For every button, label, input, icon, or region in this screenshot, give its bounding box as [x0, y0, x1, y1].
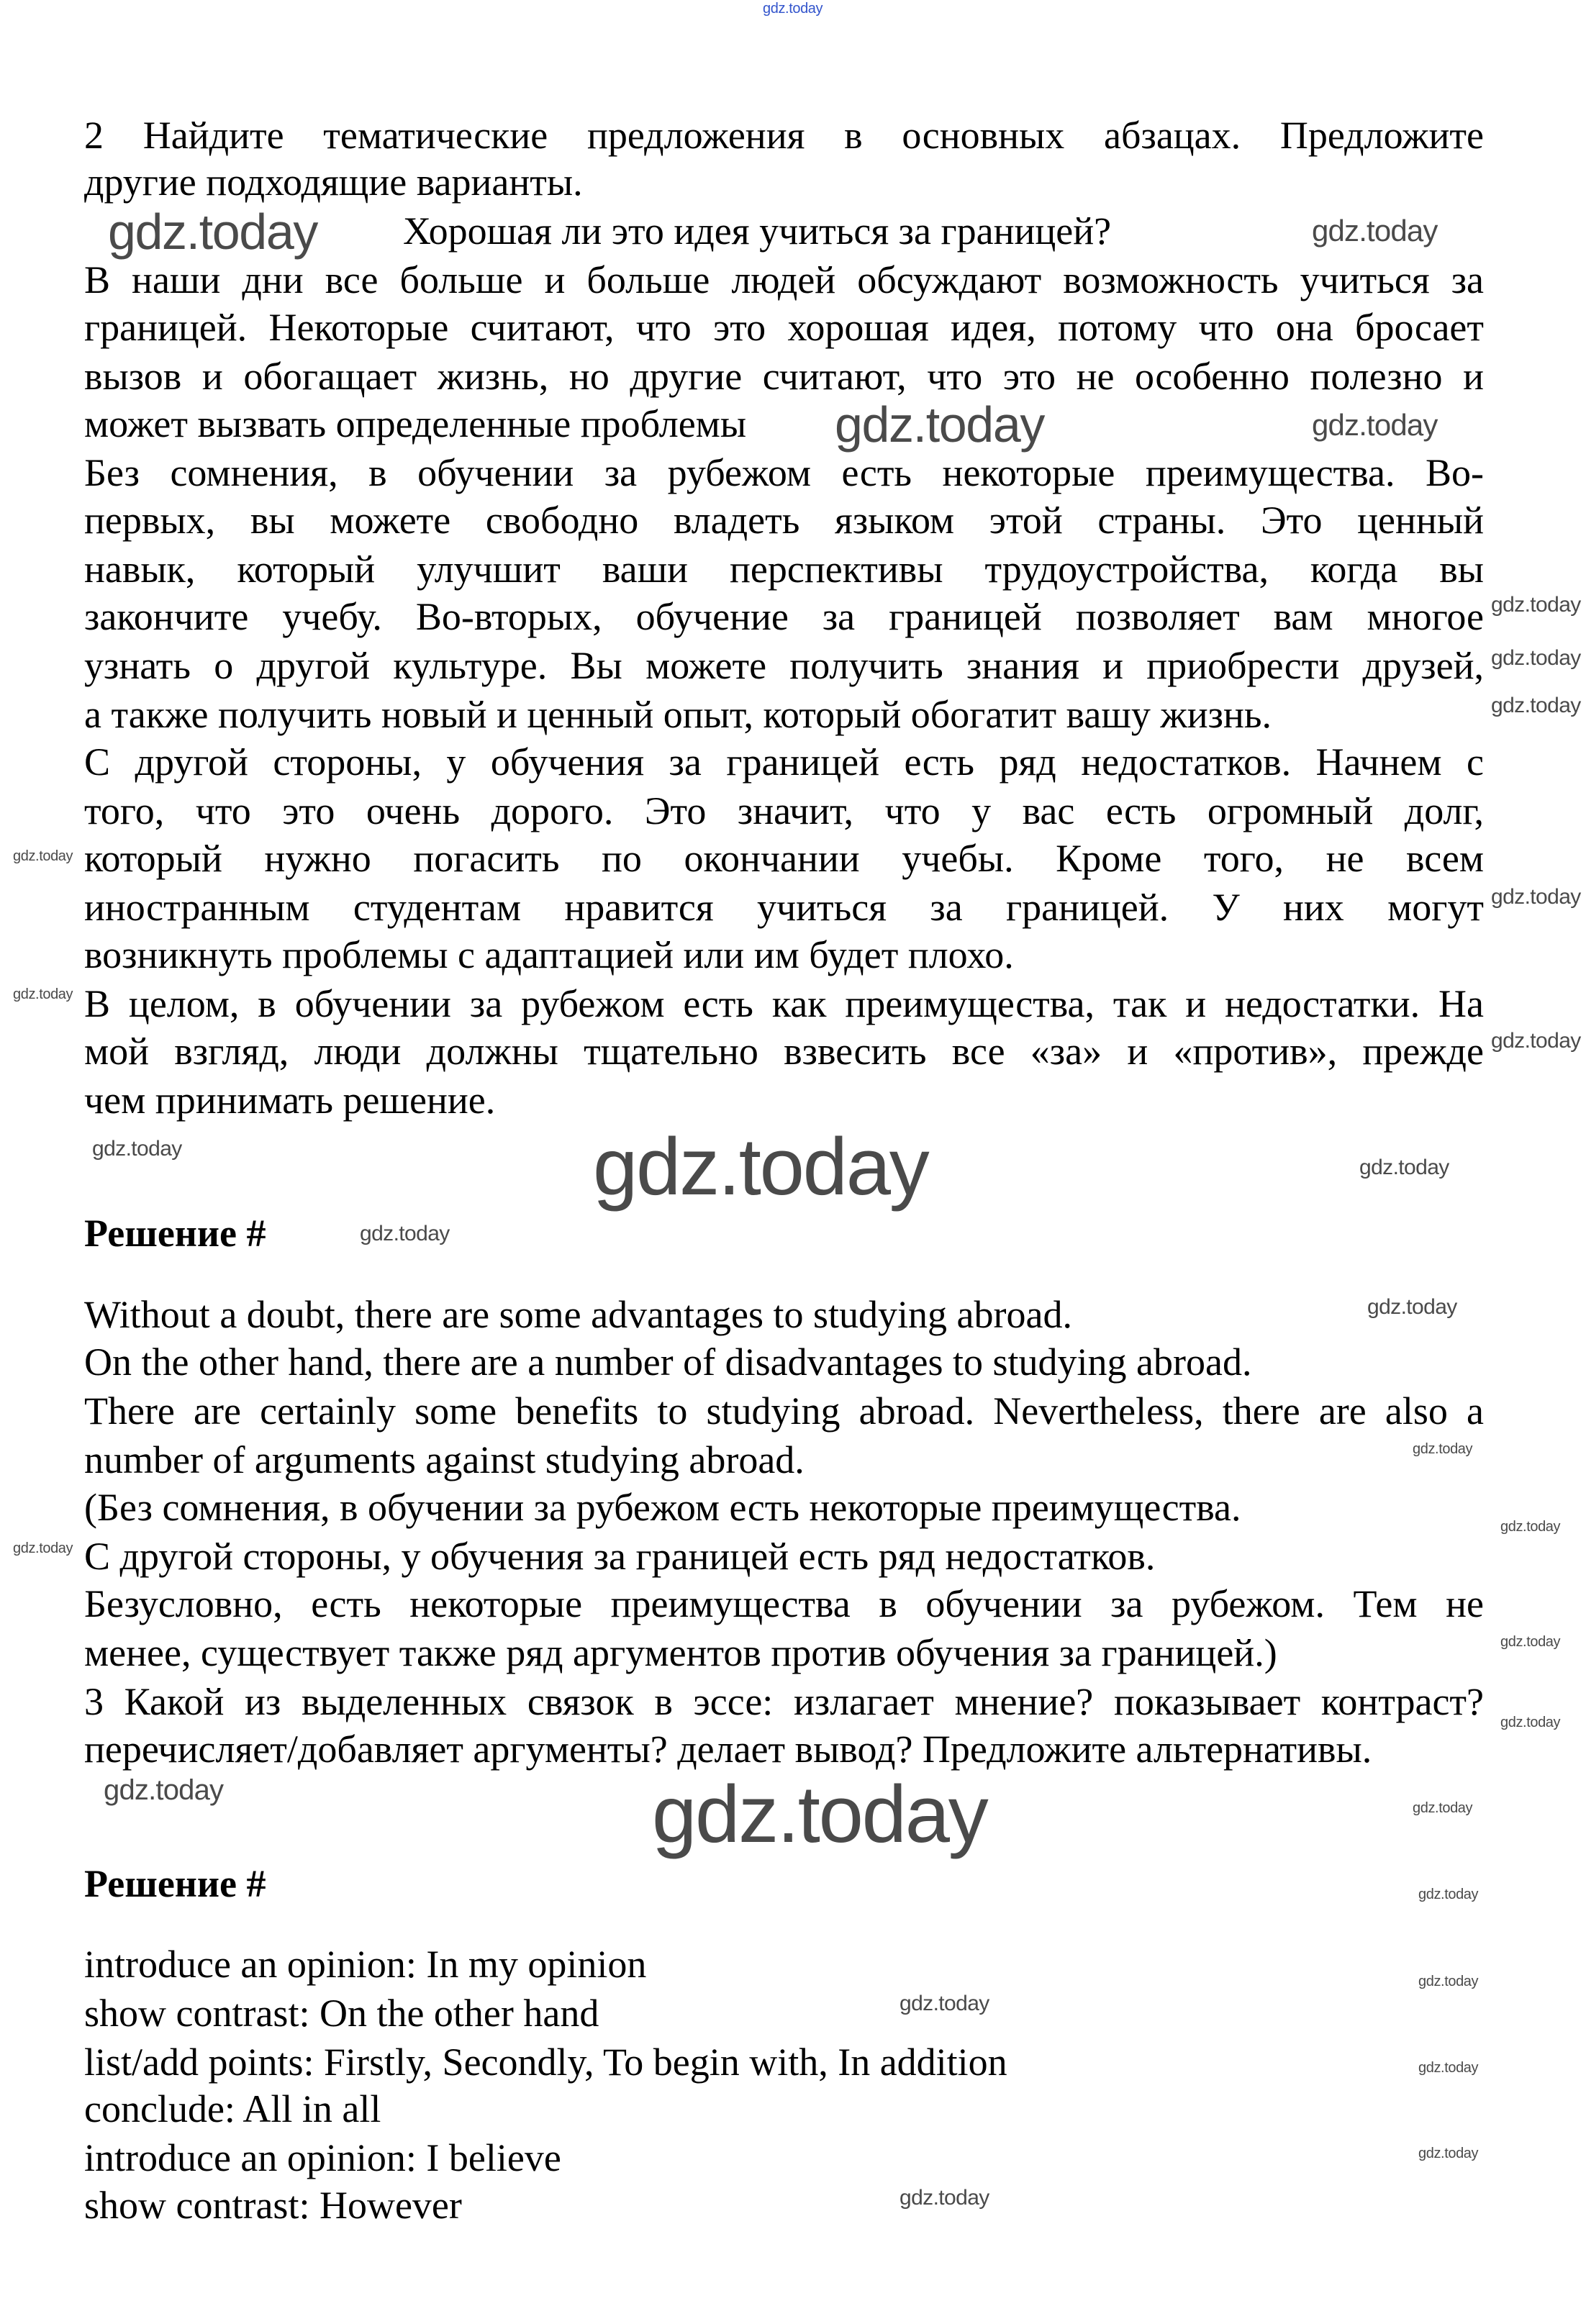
watermark: gdz.today	[1359, 1156, 1449, 1179]
essay-line: В целом, в обучении за рубежом есть как преимущества, так и недостатки. На	[84, 982, 1484, 1025]
watermark: gdz.today	[835, 396, 1044, 453]
watermark: gdz.today	[1418, 2060, 1479, 2076]
watermark: gdz.today	[1491, 1029, 1581, 1053]
watermark: gdz.today	[1491, 646, 1581, 670]
watermark: gdz.today	[92, 1137, 182, 1161]
watermark: gdz.today	[763, 1, 823, 17]
essay-line: В наши дни все больше и больше людей обсуждают возможность учиться за	[84, 258, 1484, 301]
watermark: gdz.today	[1418, 1887, 1479, 1902]
task3-prompt-line: 3 Какой из выделенных связок в эссе: излагает мнение? показывает контраст?	[84, 1680, 1484, 1723]
solution-line: conclude: All in all	[84, 2087, 381, 2130]
watermark: gdz.today	[13, 848, 73, 864]
essay-line: который нужно погасить по окончании учебы. Кроме того, не всем	[84, 837, 1484, 880]
solution-line: There are certainly some benefits to studying abroad. Nevertheless, there are also a	[84, 1389, 1484, 1433]
essay-line: мой взгляд, люди должны тщательно взвесить все «за» и «против», прежде	[84, 1030, 1484, 1073]
essay-line: а также получить новый и ценный опыт, который обогатит вашу жизнь.	[84, 693, 1272, 736]
solution-line: show contrast: However	[84, 2184, 462, 2227]
essay-line: навык, который улучшит ваши перспективы трудоустройства, когда вы	[84, 548, 1484, 591]
task2-prompt-line: 2 Найдите тематические предложения в основных абзацах. Предложите	[84, 114, 1484, 157]
watermark: gdz.today	[900, 2186, 989, 2210]
watermark: gdz.today	[593, 1122, 928, 1212]
watermark: gdz.today	[1312, 214, 1438, 248]
essay-line: первых, вы можете свободно владеть языком этой страны. Это ценный	[84, 499, 1484, 542]
solution-line: On the other hand, there are a number of disadvantages to studying abroad.	[84, 1340, 1252, 1384]
solution-line: (Без сомнения, в обучении за рубежом есть некоторые преимущества.	[84, 1486, 1241, 1529]
essay-line: закончите учебу. Во-вторых, обучение за границей позволяет вам многое	[84, 595, 1484, 638]
essay-line: Без сомнения, в обучении за рубежом есть некоторые преимущества. Во-	[84, 451, 1484, 494]
watermark: gdz.today	[652, 1769, 987, 1859]
essay-line: возникнуть проблемы с адаптацией или им будет плохо.	[84, 933, 1014, 976]
solution-line: Without a doubt, there are some advantages to studying abroad.	[84, 1293, 1072, 1336]
watermark: gdz.today	[1500, 1715, 1561, 1730]
watermark: gdz.today	[1491, 593, 1581, 617]
solution-line: number of arguments against studying abroad.	[84, 1438, 805, 1481]
watermark: gdz.today	[1491, 694, 1581, 717]
essay-title: Хорошая ли это идея учиться за границей?	[403, 209, 1112, 253]
solution-line: менее, существует также ряд аргументов против обучения за границей.)	[84, 1631, 1277, 1674]
watermark: gdz.today	[1418, 1974, 1479, 1989]
watermark: gdz.today	[104, 1774, 224, 1806]
solution-line: Безусловно, есть некоторые преимущества в обучении за рубежом. Тем не	[84, 1582, 1484, 1625]
solution-line: introduce an opinion: In my opinion	[84, 1943, 647, 1986]
solution-line: show contrast: On the other hand	[84, 1992, 599, 2035]
essay-line: чем принимать решение.	[84, 1079, 496, 1122]
essay-line: вызов и обогащает жизнь, но другие считают, что это не особенно полезно и	[84, 355, 1484, 398]
solution-line: introduce an opinion: I believe	[84, 2136, 561, 2179]
essay-line: границей. Некоторые считают, что это хорошая идея, потому что она бросает	[84, 306, 1484, 349]
watermark: gdz.today	[108, 204, 317, 260]
essay-line: может вызвать определенные проблемы	[84, 402, 747, 445]
essay-line: того, что это очень дорого. Это значит, что у вас есть огромный долг,	[84, 789, 1484, 832]
watermark: gdz.today	[1367, 1295, 1457, 1319]
watermark: gdz.today	[900, 1992, 989, 2015]
solution-heading: Решение #	[84, 1862, 266, 1905]
watermark: gdz.today	[1491, 885, 1581, 909]
solution-line: С другой стороны, у обучения за границей есть ряд недостатков.	[84, 1535, 1156, 1578]
watermark: gdz.today	[1413, 1441, 1473, 1457]
solution-heading: Решение #	[84, 1212, 266, 1255]
task3-prompt-line: перечисляет/добавляет аргументы? делает вывод? Предложите альтернативы.	[84, 1728, 1372, 1771]
watermark: gdz.today	[13, 986, 73, 1002]
watermark: gdz.today	[1413, 1800, 1473, 1816]
essay-line: иностранным студентам нравится учиться за границей. У них могут	[84, 886, 1484, 929]
essay-line: узнать о другой культуре. Вы можете получить знания и приобрести друзей,	[84, 644, 1484, 687]
watermark: gdz.today	[1312, 408, 1438, 442]
watermark: gdz.today	[1500, 1519, 1561, 1535]
solution-line: list/add points: Firstly, Secondly, To begin with, In addition	[84, 2041, 1007, 2084]
essay-line: С другой стороны, у обучения за границей есть ряд недостатков. Начнем с	[84, 740, 1484, 784]
watermark: gdz.today	[13, 1540, 73, 1556]
watermark: gdz.today	[1500, 1634, 1561, 1650]
watermark: gdz.today	[1418, 2146, 1479, 2161]
task2-prompt-line: другие подходящие варианты.	[84, 160, 583, 204]
watermark: gdz.today	[360, 1222, 450, 1245]
